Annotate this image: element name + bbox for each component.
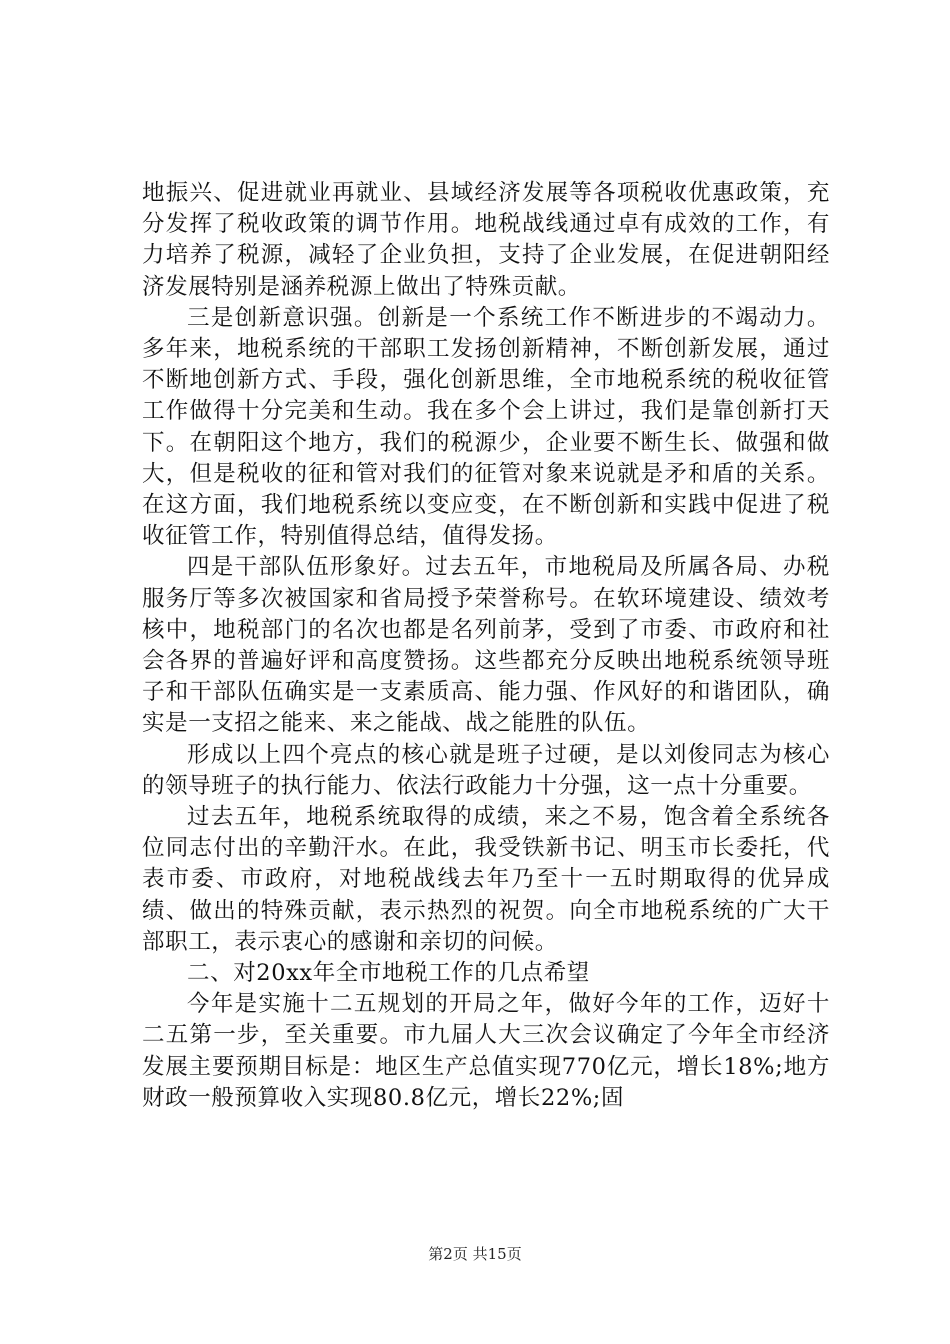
- page-footer: 第2页 共15页: [428, 1245, 522, 1263]
- paragraph-7: 今年是实施十二五规划的开局之年，做好今年的工作，迈好十二五第一步，至关重要。市九届人大三次会议确定了今年全市经济发展主要预期目标是：地区生产总值实现770亿元，增长18%;地方财政一般预算收入实现80.8亿元，增长22%;固: [142, 991, 830, 1111]
- section-heading: 二、对20xx年全市地税工作的几点希望: [187, 960, 590, 987]
- document-body: [142, 178, 830, 1114]
- paragraph-5: 过去五年，地税系统取得的成绩，来之不易，饱含着全系统各位同志付出的辛勤汗水。在此，我受铁新书记、明玉市长委托，代表市委、市政府，对地税战线去年乃至十一五时期取得的优异成绩、做出的特殊贡献，表示热烈的祝贺。向全市地税系统的广大干部职工，表示衷心的感谢和亲切的问候。: [142, 804, 830, 955]
- paragraph-4: 形成以上四个亮点的核心就是班子过硬，是以刘俊同志为核心的领导班子的执行能力、依法行政能力十分强，这一点十分重要。: [142, 741, 830, 799]
- paragraph-2: 三是创新意识强。创新是一个系统工作不断进步的不竭动力。多年来，地税系统的干部职工发扬创新精神，不断创新发展，通过不断地创新方式、手段，强化创新思维，全市地税系统的税收征管工作做得十分完美和生动。我在多个会上讲过，我们是靠创新打天下。在朝阳这个地方，我们的税源少，企业要不断生长、做强和做大，但是税收的征和管对我们的征管对象来说就是矛和盾的关系。在这方面，我们地税系统以变应变，在不断创新和实践中促进了税收征管工作，特别值得总结，值得发扬。: [142, 304, 830, 550]
- paragraph-1: 地振兴、促进就业再就业、县域经济发展等各项税收优惠政策，充分发挥了税收政策的调节作用。地税战线通过卓有成效的工作，有力培养了税源，减轻了企业负担，支持了企业发展，在促进朝阳经济发展特别是涵养税源上做出了特殊贡献。: [142, 180, 830, 300]
- paragraph-3: 四是干部队伍形象好。过去五年，市地税局及所属各局、办税服务厅等多次被国家和省局授予荣誉称号。在软环境建设、绩效考核中，地税部门的名次也都是名列前茅，受到了市委、市政府和社会各界的普遍好评和高度赞扬。这些都充分反映出地税系统领导班子和干部队伍确实是一支素质高、能力强、作风好的和谐团队，确实是一支招之能来、来之能战、战之能胜的队伍。: [142, 554, 830, 737]
